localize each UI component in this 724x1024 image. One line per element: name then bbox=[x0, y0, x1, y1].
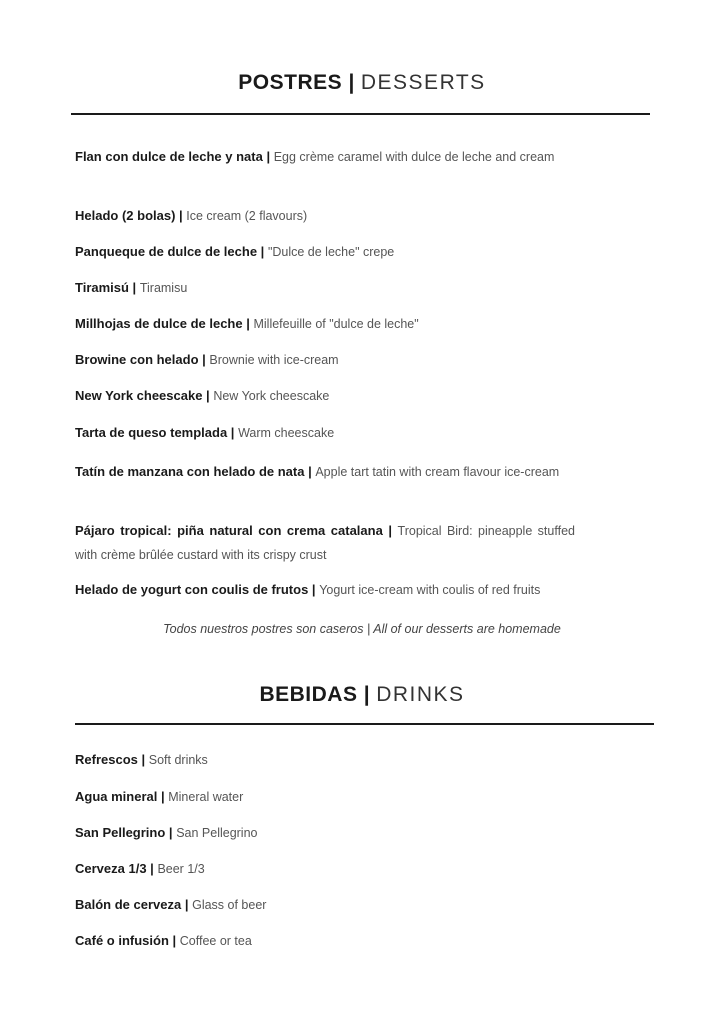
dessert-item bbox=[75, 240, 575, 264]
drink-item bbox=[75, 893, 575, 917]
drink-name-es: Balón de cerveza | bbox=[75, 897, 189, 912]
dessert-name-en: "Dulce de leche" crepe bbox=[267, 245, 395, 259]
drinks-title-es: BEBIDAS | bbox=[259, 683, 371, 706]
dessert-name-en: New York cheescake bbox=[213, 389, 330, 403]
dessert-item bbox=[75, 384, 575, 408]
dessert-name-en: Millefeuille of "dulce de leche" bbox=[253, 317, 419, 331]
dessert-name-en: Egg crème caramel with dulce de leche and cream bbox=[273, 150, 555, 164]
drink-name-es: Refrescos | bbox=[75, 752, 146, 767]
drink-item bbox=[75, 857, 575, 881]
dessert-item bbox=[75, 145, 575, 169]
dessert-item bbox=[75, 421, 575, 445]
dessert-name-es: Tatín de manzana con helado de nata | bbox=[75, 464, 312, 479]
drink-name-en: San Pellegrino bbox=[176, 826, 258, 840]
desserts-title bbox=[0, 71, 724, 95]
drinks-title-en: DRINKS bbox=[376, 683, 465, 706]
dessert-name-es: Tiramisú | bbox=[75, 280, 137, 295]
dessert-name-en: Warm cheescake bbox=[238, 426, 335, 440]
dessert-name-es: Helado de yogurt con coulis de frutos | bbox=[75, 582, 316, 597]
dessert-name-es: Browine con helado | bbox=[75, 352, 206, 367]
dessert-name-es: Pájaro tropical: piña natural con crema catalana | bbox=[75, 523, 392, 538]
drink-name-es: San Pellegrino | bbox=[75, 825, 173, 840]
dessert-name-en: Tropical Bird: pineapple stuffed with crème brûlée custard with its crispy crust bbox=[75, 524, 575, 562]
drink-item bbox=[75, 821, 575, 845]
dessert-item bbox=[75, 204, 575, 228]
dessert-name-en: Yogurt ice-cream with coulis of red fruits bbox=[319, 583, 541, 597]
dessert-name-es: Helado (2 bolas) | bbox=[75, 208, 183, 223]
dessert-name-en: Apple tart tatin with cream flavour ice-cream bbox=[315, 465, 560, 479]
dessert-name-es: Millhojas de dulce de leche | bbox=[75, 316, 250, 331]
dessert-item bbox=[75, 460, 575, 484]
desserts-homemade-note: Todos nuestros postres son caseros | All of our desserts are homemade bbox=[163, 622, 561, 636]
dessert-name-es: Tarta de queso templada | bbox=[75, 425, 235, 440]
desserts-title-en: DESSERTS bbox=[360, 71, 486, 94]
dessert-item bbox=[75, 578, 595, 602]
drink-item bbox=[75, 929, 575, 953]
drink-item bbox=[75, 748, 575, 772]
desserts-title-es: POSTRES | bbox=[238, 71, 355, 94]
dessert-name-es: New York cheescake | bbox=[75, 388, 210, 403]
dessert-name-es: Panqueque de dulce de leche | bbox=[75, 244, 265, 259]
drink-name-es: Cerveza 1/3 | bbox=[75, 861, 154, 876]
drink-name-en: Mineral water bbox=[168, 790, 244, 804]
drinks-divider bbox=[75, 723, 654, 725]
drink-name-en: Beer 1/3 bbox=[157, 862, 205, 876]
drink-name-en: Coffee or tea bbox=[179, 934, 252, 948]
drink-name-en: Soft drinks bbox=[148, 753, 208, 767]
drink-name-es: Café o infusión | bbox=[75, 933, 177, 948]
drink-name-en: Glass of beer bbox=[192, 898, 267, 912]
dessert-item bbox=[75, 348, 575, 372]
dessert-item bbox=[75, 276, 575, 300]
dessert-item bbox=[75, 519, 575, 567]
drink-name-es: Agua mineral | bbox=[75, 789, 165, 804]
drinks-title bbox=[0, 683, 724, 707]
dessert-item bbox=[75, 312, 575, 336]
dessert-name-en: Ice cream (2 flavours) bbox=[186, 209, 308, 223]
dessert-name-es: Flan con dulce de leche y nata | bbox=[75, 149, 271, 164]
dessert-name-en: Tiramisu bbox=[139, 281, 188, 295]
dessert-name-en: Brownie with ice-cream bbox=[209, 353, 339, 367]
drink-item bbox=[75, 785, 575, 809]
desserts-divider bbox=[71, 113, 650, 115]
